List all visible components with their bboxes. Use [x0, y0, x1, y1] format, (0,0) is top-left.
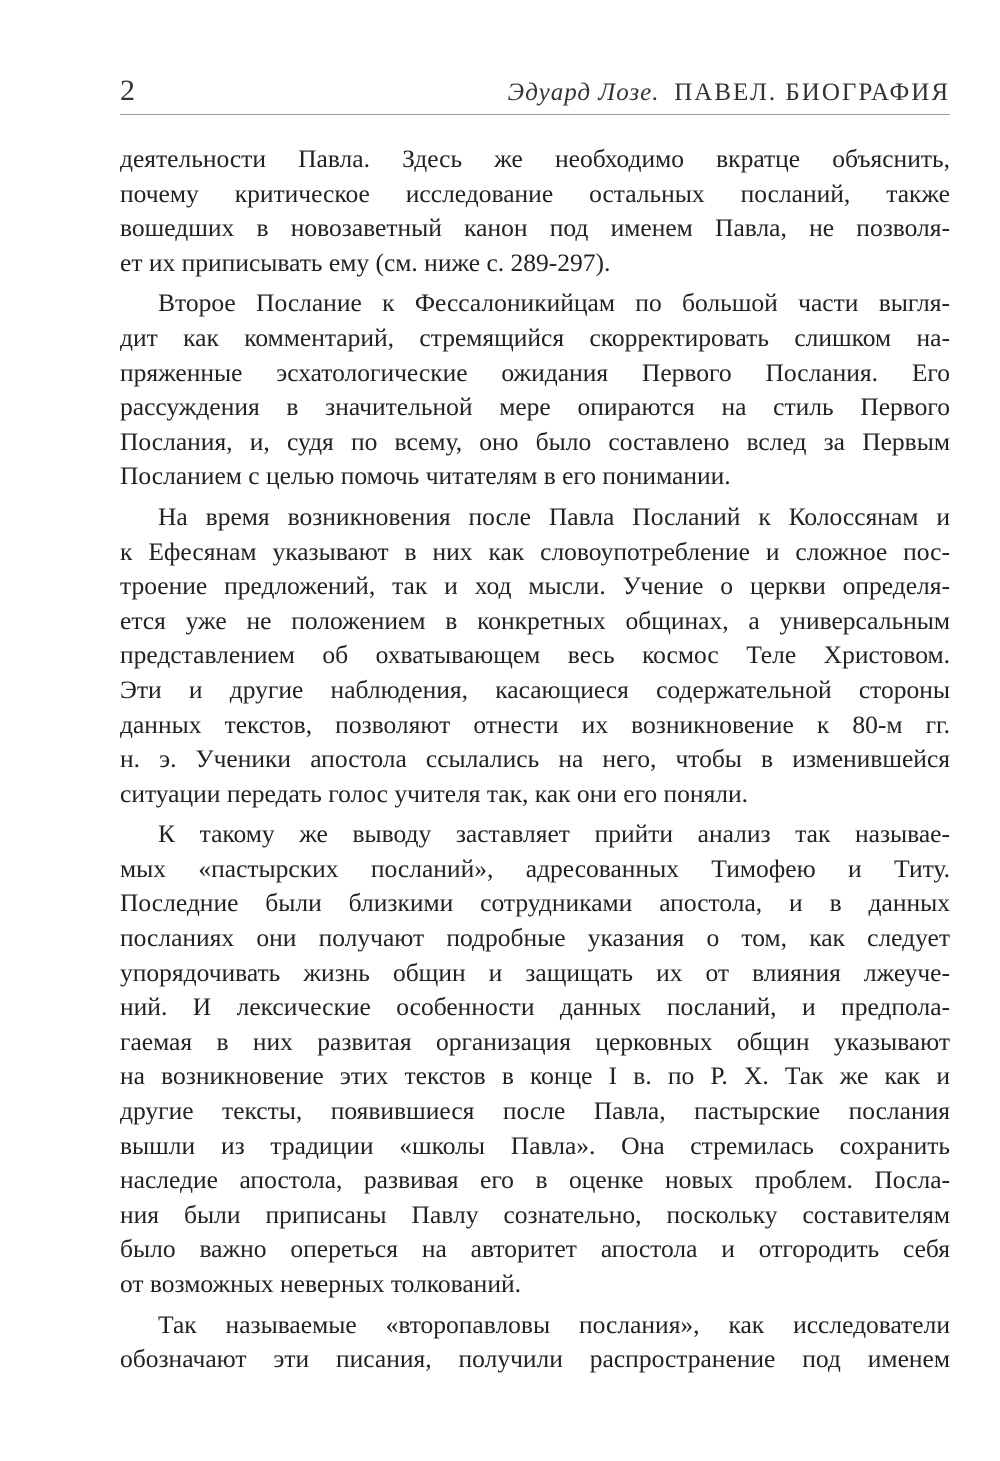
text-line: вышли из традиции «школы Павла». Она стремилась сохранить [120, 1130, 950, 1160]
text-line: Посланием с целью помочь читателям в его понимании. [120, 461, 731, 491]
paragraph-3 [120, 500, 950, 811]
text-line: ется уже не положением в конкретных общинах, а универсальным [120, 605, 950, 635]
text-line: к Ефесянам указывают в них как словоупотребление и сложное пос- [120, 536, 950, 566]
text-line: данных текстов, позволяют отнести их возникновение к 80-м гг. [120, 709, 950, 739]
header-rule [120, 114, 950, 115]
text-line: упорядочивать жизнь общин и защищать их от влияния лжеуче- [120, 957, 950, 987]
text-line: Второе Послание к Фессалоникийцам по большой части выгля- [158, 288, 950, 318]
text-line: посланиях они получают подробные указания о том, как следует [120, 923, 950, 953]
page-number: 2 [120, 74, 135, 107]
text-line: было важно опереться на авторитет апостола и отгородить себя [120, 1234, 950, 1264]
text-line: представлением об охватывающем весь космос Теле Христовом. [120, 640, 950, 670]
text-line: Эти и другие наблюдения, касающиеся содержательной стороны [120, 674, 950, 704]
text-line: вошедших в новозаветный канон под именем Павла, не позволя- [120, 213, 950, 243]
running-title [508, 78, 950, 108]
paragraph-1 [120, 142, 950, 280]
text-line: гаемая в них развитая организация церковных общин указывают [120, 1026, 950, 1056]
text-line: ний. И лексические особенности данных посланий, и предпола- [120, 992, 950, 1022]
text-line: пряженные эсхатологические ожидания Первого Послания. Его [120, 357, 950, 387]
text-line: Так называемые «второпавловы послания», как исследователи [158, 1309, 950, 1339]
text-line: На время возникновения после Павла Посланий к Колоссянам и [158, 501, 950, 531]
body-text [120, 142, 950, 1383]
text-line: Последние были близкими сотрудниками апостола, и в данных [120, 888, 950, 918]
running-head-book-title: ПАВЕЛ. БИОГРАФИЯ [674, 79, 950, 106]
text-line: дит как комментарий, стремящийся скорректировать слишком на- [120, 322, 950, 352]
text-line: наследие апостола, развивая его в оценке новых проблем. Посла- [120, 1165, 950, 1195]
text-line: другие тексты, появившиеся после Павла, пастырские послания [120, 1096, 950, 1126]
text-line: Послания, и, судя по всему, оно было составлено вслед за Первым [120, 426, 950, 456]
paragraph-2 [120, 286, 950, 494]
running-head-author: Эдуард Лозе. [507, 79, 660, 106]
text-line: троение предложений, так и ход мысли. Учение о церкви определя- [120, 571, 950, 601]
text-line: от возможных неверных толкований. [120, 1269, 521, 1298]
text-line: на возникновение этих текстов в конце I в. по Р. Х. Так же как и [120, 1061, 950, 1091]
text-line: н. э. Ученики апостола ссылались на него, чтобы в изменившейся [120, 744, 950, 774]
paragraph-5 [120, 1308, 950, 1377]
text-line: обозначают эти писания, получили распространение под именем [120, 1344, 950, 1374]
text-line: мых «пастырских посланий», адресованных Тимофею и Титу. [120, 853, 950, 883]
text-line: ет их приписывать ему (см. ниже с. 289-297). [120, 247, 611, 277]
running-head [120, 70, 950, 110]
paragraph-4 [120, 817, 950, 1301]
text-line: ситуации передать голос учителя так, как они его поняли. [120, 778, 749, 808]
text-line: К такому же выводу заставляет прийти анализ так называе- [158, 819, 950, 849]
text-line: рассуждения в значительной мере опираются на стиль Первого [120, 392, 950, 422]
text-line: почему критическое исследование остальных посланий, также [120, 178, 950, 208]
text-line: деятельности Павла. Здесь же необходимо вкратце объяснить, [120, 144, 950, 173]
text-line: ния были приписаны Павлу сознательно, поскольку составителям [120, 1199, 950, 1229]
